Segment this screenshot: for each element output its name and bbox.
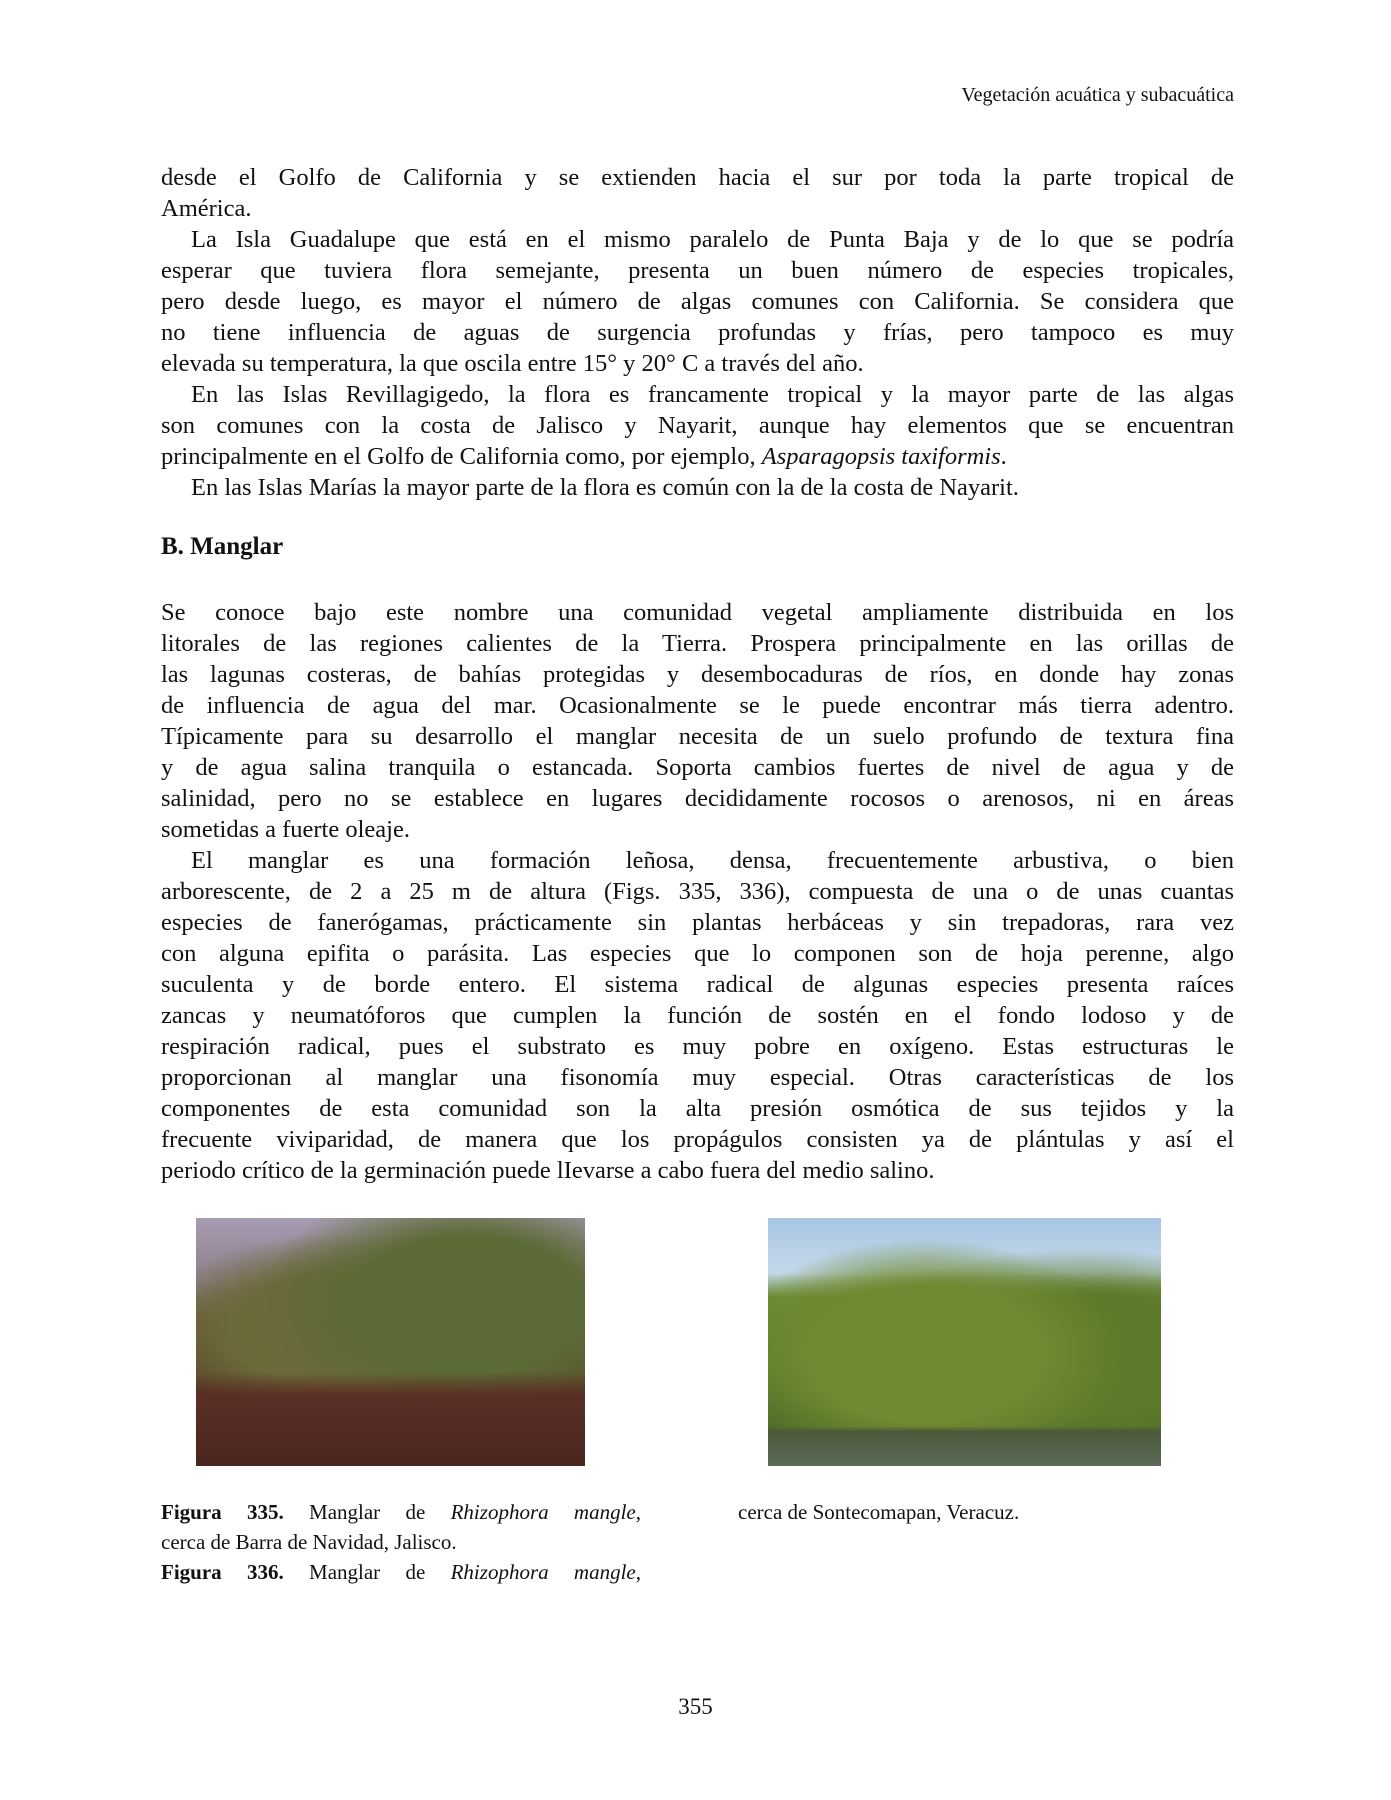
paragraph (161, 472, 1234, 503)
paragraph (161, 379, 1234, 472)
caption-336 (161, 1557, 641, 1587)
text-line: salinidad, pero no se establece en lugares decididamente rocosos o arenosos, ni en áreas (161, 785, 1234, 812)
text-line: y de agua salina tranquila o estancada. Soporta cambios fuertes de nivel de agua y de (161, 754, 1234, 781)
body-text-manglar (161, 597, 1234, 1186)
paragraph (161, 224, 1234, 379)
text-line: desde el Golfo de California y se extienden hacia el sur por toda la parte tropical de (161, 164, 1234, 191)
page-number: 355 (678, 1694, 713, 1719)
caption-336-place: cerca de Sontecomapan, Veracuz. (738, 1500, 1020, 1524)
caption-text: Manglar de (283, 1500, 451, 1524)
text-line: periodo crítico de la germinación puede lIevarse a cabo fuera del medio salino. (161, 1157, 935, 1184)
text-line: las lagunas costeras, de bahías protegidas y desembocaduras de ríos, en donde hay zonas (161, 661, 1234, 688)
text-line (161, 441, 1234, 472)
caption-text: , (635, 1560, 641, 1584)
text-line: Se conoce bajo este nombre una comunidad vegetal ampliamente distribuida en los (161, 599, 1234, 626)
text-line: En las Islas Revillagigedo, la flora es francamente tropical y la mayor parte de las algas (191, 381, 1234, 408)
caption-label: Figura 336. (161, 1560, 284, 1584)
paragraph (161, 845, 1234, 1186)
text-line: proporcionan al manglar una fisonomía muy especial. Otras características de los (161, 1064, 1234, 1091)
body-text-top (161, 162, 1234, 503)
text-line: frecuente viviparidad, de manera que los propágulos consisten ya de plántulas y así el (161, 1126, 1234, 1153)
paragraph (161, 162, 1234, 224)
text-line: especies de fanerógamas, prácticamente sin plantas herbáceas y sin trepadoras, rara vez (161, 909, 1234, 936)
species-name: Asparagopsis taxiformis (761, 443, 1001, 470)
text-segment: principalmente en el Golfo de California como, por ejemplo, (161, 443, 762, 470)
text-line: esperar que tuviera flora semejante, presenta un buen número de especies tropicales, (161, 257, 1234, 284)
running-header: Vegetación acuática y subacuática (961, 84, 1234, 106)
text-line: La Isla Guadalupe que está en el mismo paralelo de Punta Baja y de lo que se podría (191, 226, 1234, 253)
species-name: Rhizophora mangle (450, 1500, 636, 1524)
caption-335-place: cerca de Barra de Navidad, Jalisco. (161, 1530, 457, 1554)
paragraph (161, 597, 1234, 845)
text-line: litorales de las regiones calientes de la Tierra. Prospera principalmente en las orillas de (161, 630, 1234, 657)
caption-label: Figura 335. (161, 1500, 284, 1524)
text-line: con alguna epifita o parásita. Las especies que lo componen son de hoja perenne, algo (161, 940, 1234, 967)
text-line: Típicamente para su desarrollo el manglar necesita de un suelo profundo de textura fina (161, 723, 1234, 750)
figure-336-photo (768, 1218, 1161, 1466)
figure-335-photo (196, 1218, 585, 1466)
text-line: El manglar es una formación leñosa, densa, frecuentemente arbustiva, o bien (191, 847, 1234, 874)
section-heading: B. Manglar (161, 533, 284, 560)
caption-335 (161, 1497, 641, 1527)
text-line: En las Islas Marías la mayor parte de la flora es común con la de la costa de Nayarit. (191, 474, 1019, 501)
text-line: no tiene influencia de aguas de surgencia profundas y frías, pero tampoco es muy (161, 319, 1234, 346)
caption-text: , (635, 1500, 641, 1524)
text-line: son comunes con la costa de Jalisco y Nayarit, aunque hay elementos que se encuentran (161, 412, 1234, 439)
text-line: América. (161, 195, 252, 222)
caption-text: Manglar de (283, 1560, 451, 1584)
text-line: sometidas a fuerte oleaje. (161, 816, 410, 843)
text-segment: . (1000, 443, 1007, 470)
text-line: elevada su temperatura, la que oscila entre 15° y 20° C a través del año. (161, 350, 864, 377)
species-name: Rhizophora mangle (450, 1560, 636, 1584)
text-line: de influencia de agua del mar. Ocasionalmente se le puede encontrar más tierra adentro. (161, 692, 1234, 719)
figure-captions (161, 1497, 641, 1587)
text-line: arborescente, de 2 a 25 m de altura (Figs. 335, 336), compuesta de una o de unas cuantas (161, 878, 1234, 905)
text-line: componentes de esta comunidad son la alta presión osmótica de sus tejidos y la (161, 1095, 1234, 1122)
text-line: respiración radical, pues el substrato es muy pobre en oxígeno. Estas estructuras le (161, 1033, 1234, 1060)
text-line: pero desde luego, es mayor el número de algas comunes con California. Se considera que (161, 288, 1234, 315)
text-line: zancas y neumatóforos que cumplen la función de sostén en el fondo lodoso y de (161, 1002, 1234, 1029)
text-line: suculenta y de borde entero. El sistema radical de algunas especies presenta raíces (161, 971, 1234, 998)
